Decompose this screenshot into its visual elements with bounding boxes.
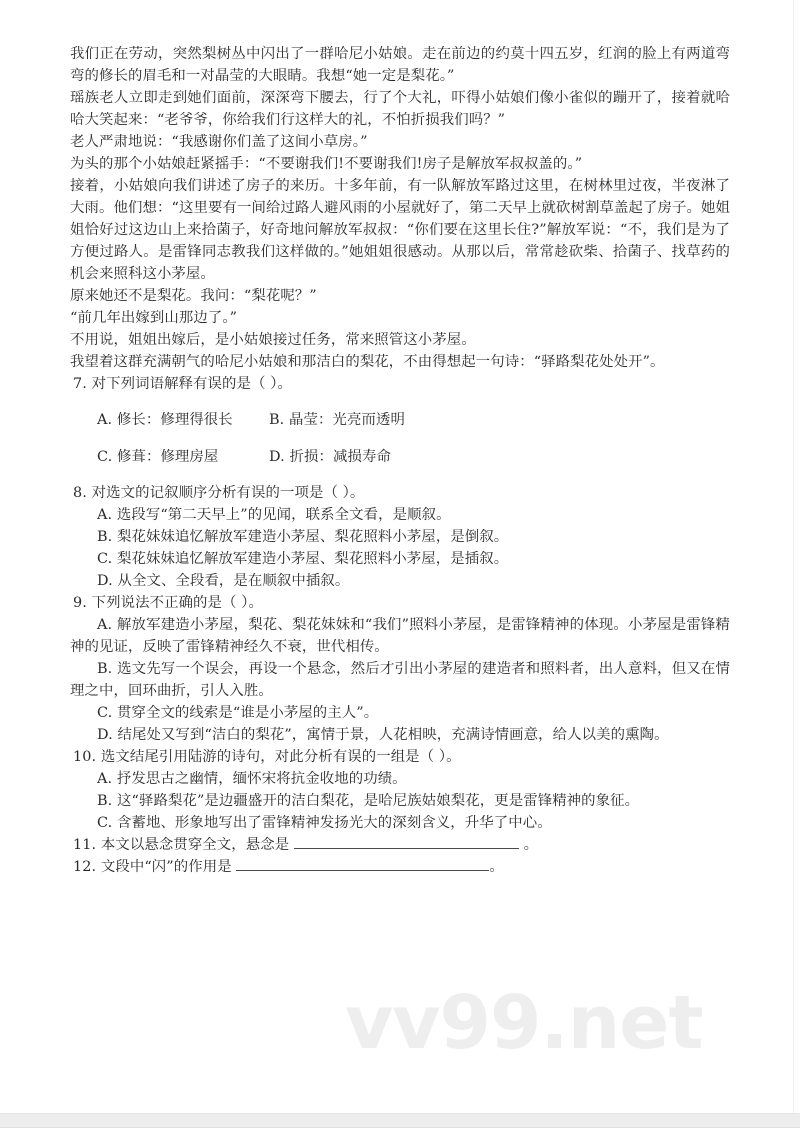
question-9-option-a[interactable]	[70, 614, 730, 658]
question-10	[70, 746, 730, 834]
question-10-option-b-label: B.	[97, 793, 113, 810]
question-9-option-d-text: 结尾处又写到“洁白的梨花”，寓情于景，人花相映，充满诗情画意，给人以美的熏陶。	[117, 727, 669, 744]
question-8-option-c-text: 梨花妹妹追忆解放军建造小茅屋、梨花照料小茅屋，是插叙。	[116, 551, 509, 568]
question-7-option-a-text: 修长：修理得很长	[116, 412, 233, 429]
question-7-option-b-text: 晶莹：光亮而透明	[289, 412, 405, 429]
question-9-number: 9.	[73, 595, 87, 612]
question-8-option-c-label: C.	[97, 551, 113, 568]
question-9-option-c-text: 贯穿全文的线索是“谁是小茅屋的主人”。	[116, 705, 379, 722]
question-9-option-b-text: 选文先写一个误会，再设一个悬念，然后才引出小茅屋的建造者和照料者，出人意料，但又在情理之中，回环曲折，引人入胜。	[70, 661, 730, 700]
question-8-option-c[interactable]	[70, 548, 730, 570]
question-8-stem	[70, 482, 730, 504]
question-8-option-b[interactable]	[70, 526, 730, 548]
question-10-option-c-text: 含蓄地、形象地写出了雷锋精神发扬光大的深刻含义，升华了中心。	[116, 815, 552, 832]
question-8-option-d-label: D.	[97, 573, 113, 590]
passage-paragraph-9: 我望着这群充满朝气的哈尼小姑娘和那洁白的梨花，不由得想起一句诗：“驿路梨花处处开”。	[70, 354, 665, 370]
question-7-option-b[interactable]	[269, 412, 405, 428]
question-7-stem-text: 对下列词语解释有误的是（ ）。	[91, 376, 292, 392]
question-7	[70, 373, 730, 468]
page-right-edge	[793, 0, 794, 1113]
question-8-option-a-text: 选段写“第二天早上”的见闻，联系全文看，是顺叙。	[116, 507, 451, 524]
question-7-stem	[70, 373, 730, 395]
question-7-option-d-label: D.	[269, 448, 285, 465]
question-10-option-c-label: C.	[97, 815, 113, 832]
question-7-option-row-2	[70, 446, 730, 468]
passage-paragraph-3: 老人严肃地说：“我感谢你们盖了这间小草房。”	[70, 134, 368, 150]
question-12-answer-blank[interactable]	[236, 857, 489, 871]
question-11-suffix: 。	[523, 837, 539, 854]
question-8-option-b-label: B.	[97, 529, 113, 546]
question-7-option-d-text: 折损：减损寿命	[289, 448, 391, 465]
question-11-answer-blank[interactable]	[294, 835, 519, 849]
question-9-option-b[interactable]	[70, 658, 730, 702]
question-12-prefix: 文段中“闪”的作用是	[100, 859, 232, 876]
question-8-number: 8.	[73, 485, 87, 502]
question-9	[70, 592, 730, 746]
passage-paragraph-6: 原来她还不是梨花。我问：“梨花呢？”	[70, 288, 317, 304]
question-12-suffix: 。	[489, 859, 504, 876]
question-9-option-d-label: D.	[97, 727, 113, 744]
question-9-option-a-label: A.	[97, 617, 113, 634]
question-9-stem	[70, 592, 730, 614]
question-10-option-b[interactable]	[70, 790, 730, 812]
question-9-option-c[interactable]	[70, 702, 730, 724]
question-7-number: 7.	[73, 376, 87, 392]
question-7-option-a[interactable]	[97, 409, 269, 431]
question-8-option-d[interactable]	[70, 570, 730, 592]
passage-paragraph-8: 不用说，姐姐出嫁后，是小姑娘接过任务，常来照管这小茅屋。	[70, 332, 476, 348]
document-content	[70, 43, 730, 878]
site-watermark: vv99.net	[345, 980, 703, 1066]
question-10-option-b-text: 这“驿路梨花”是边疆盛开的洁白梨花，是哈尼族姑娘梨花，更是雷锋精神的象征。	[117, 793, 640, 810]
question-7-option-c[interactable]	[97, 446, 269, 468]
passage-paragraph-2: 瑶族老人立即走到她们面前，深深弯下腰去，行了个大礼，吓得小姑娘们像小雀似的蹦开了，接着就哈哈大笑起来：“老爷爷，你给我们行这样大的礼，不怕折损我们吗？”	[70, 90, 730, 128]
question-10-option-a-text: 抒发思古之幽情，缅怀宋将抗金收地的功绩。	[116, 771, 407, 788]
question-7-option-row-1	[70, 409, 730, 431]
question-10-option-a[interactable]	[70, 768, 730, 790]
question-7-option-d[interactable]	[269, 449, 391, 465]
question-10-stem	[70, 746, 730, 768]
question-8-option-b-text: 梨花妹妹追忆解放军建造小茅屋、梨花照料小茅屋，是倒叙。	[117, 529, 509, 546]
question-8-option-a-label: A.	[97, 507, 113, 524]
question-10-stem-text: 选文结尾引用陆游的诗句，对此分析有误的一组是（ ）。	[100, 749, 461, 766]
question-10-option-c[interactable]	[70, 812, 730, 834]
question-10-option-a-label: A.	[97, 771, 113, 788]
question-7-option-c-text: 修葺：修理房屋	[116, 448, 219, 465]
passage-paragraph-7: “前几年出嫁到山那边了。”	[70, 310, 238, 326]
question-9-option-c-label: C.	[97, 705, 113, 722]
question-8	[70, 482, 730, 592]
question-7-option-c-label: C.	[97, 448, 113, 465]
question-8-stem-text: 对选文的记叙顺序分析有误的一项是（ ）。	[91, 485, 365, 502]
question-7-option-b-label: B.	[269, 412, 285, 429]
question-11-prefix: 本文以悬念贯穿全文，悬念是	[100, 837, 290, 854]
question-11	[70, 834, 730, 856]
question-9-option-b-label: B.	[97, 661, 113, 678]
question-8-option-d-text: 从全文、全段看，是在顺叙中插叙。	[117, 573, 350, 590]
question-7-option-a-label: A.	[97, 412, 113, 429]
question-12	[70, 856, 730, 878]
passage-block	[70, 43, 730, 373]
question-10-number: 10.	[73, 749, 97, 766]
question-8-option-a[interactable]	[70, 504, 730, 526]
question-9-stem-text: 下列说法不正确的是（ ）。	[91, 595, 263, 612]
passage-paragraph-1: 我们正在劳动，突然梨树丛中闪出了一群哈尼小姑娘。走在前边的约莫十四五岁，红润的脸上有两道弯弯的修长的眉毛和一对晶莹的大眼睛。我想“她一定是梨花。”	[70, 46, 730, 84]
passage-paragraph-5: 接着，小姑娘向我们讲述了房子的来历。十多年前，有一队解放军路过这里，在树林里过夜，半夜淋了大雨。他们想：“这里要有一间给过路人避风雨的小屋就好了，第二天早上就砍树割草盖起了房子。她姐姐恰好过这边山上来拾菌子，好奇地问解放军叔叔：“你们要在这里长住?”解放军说：“不，我们是为了方便过路人。是雷锋同志教我们这样做的。”她姐姐很感动。从那以后，常常趁砍柴、拾菌子、找草药的机会来照科这小茅屋。	[70, 178, 730, 282]
passage-paragraph-4: 为头的那个小姑娘赶紧摇手：“不要谢我们!不要谢我们!房子是解放军叔叔盖的。”	[70, 156, 583, 172]
page-bottom-edge	[0, 1113, 800, 1128]
question-12-number: 12.	[73, 859, 97, 876]
question-9-option-a-text: 解放军建造小茅屋，梨花、梨花妹妹和“我们”照料小茅屋，是雷锋精神的体现。小茅屋是雷锋精神的见证，反映了雷锋精神经久不衰，世代相传。	[70, 617, 730, 656]
question-9-option-d[interactable]	[70, 724, 730, 746]
question-11-number: 11.	[73, 837, 97, 854]
